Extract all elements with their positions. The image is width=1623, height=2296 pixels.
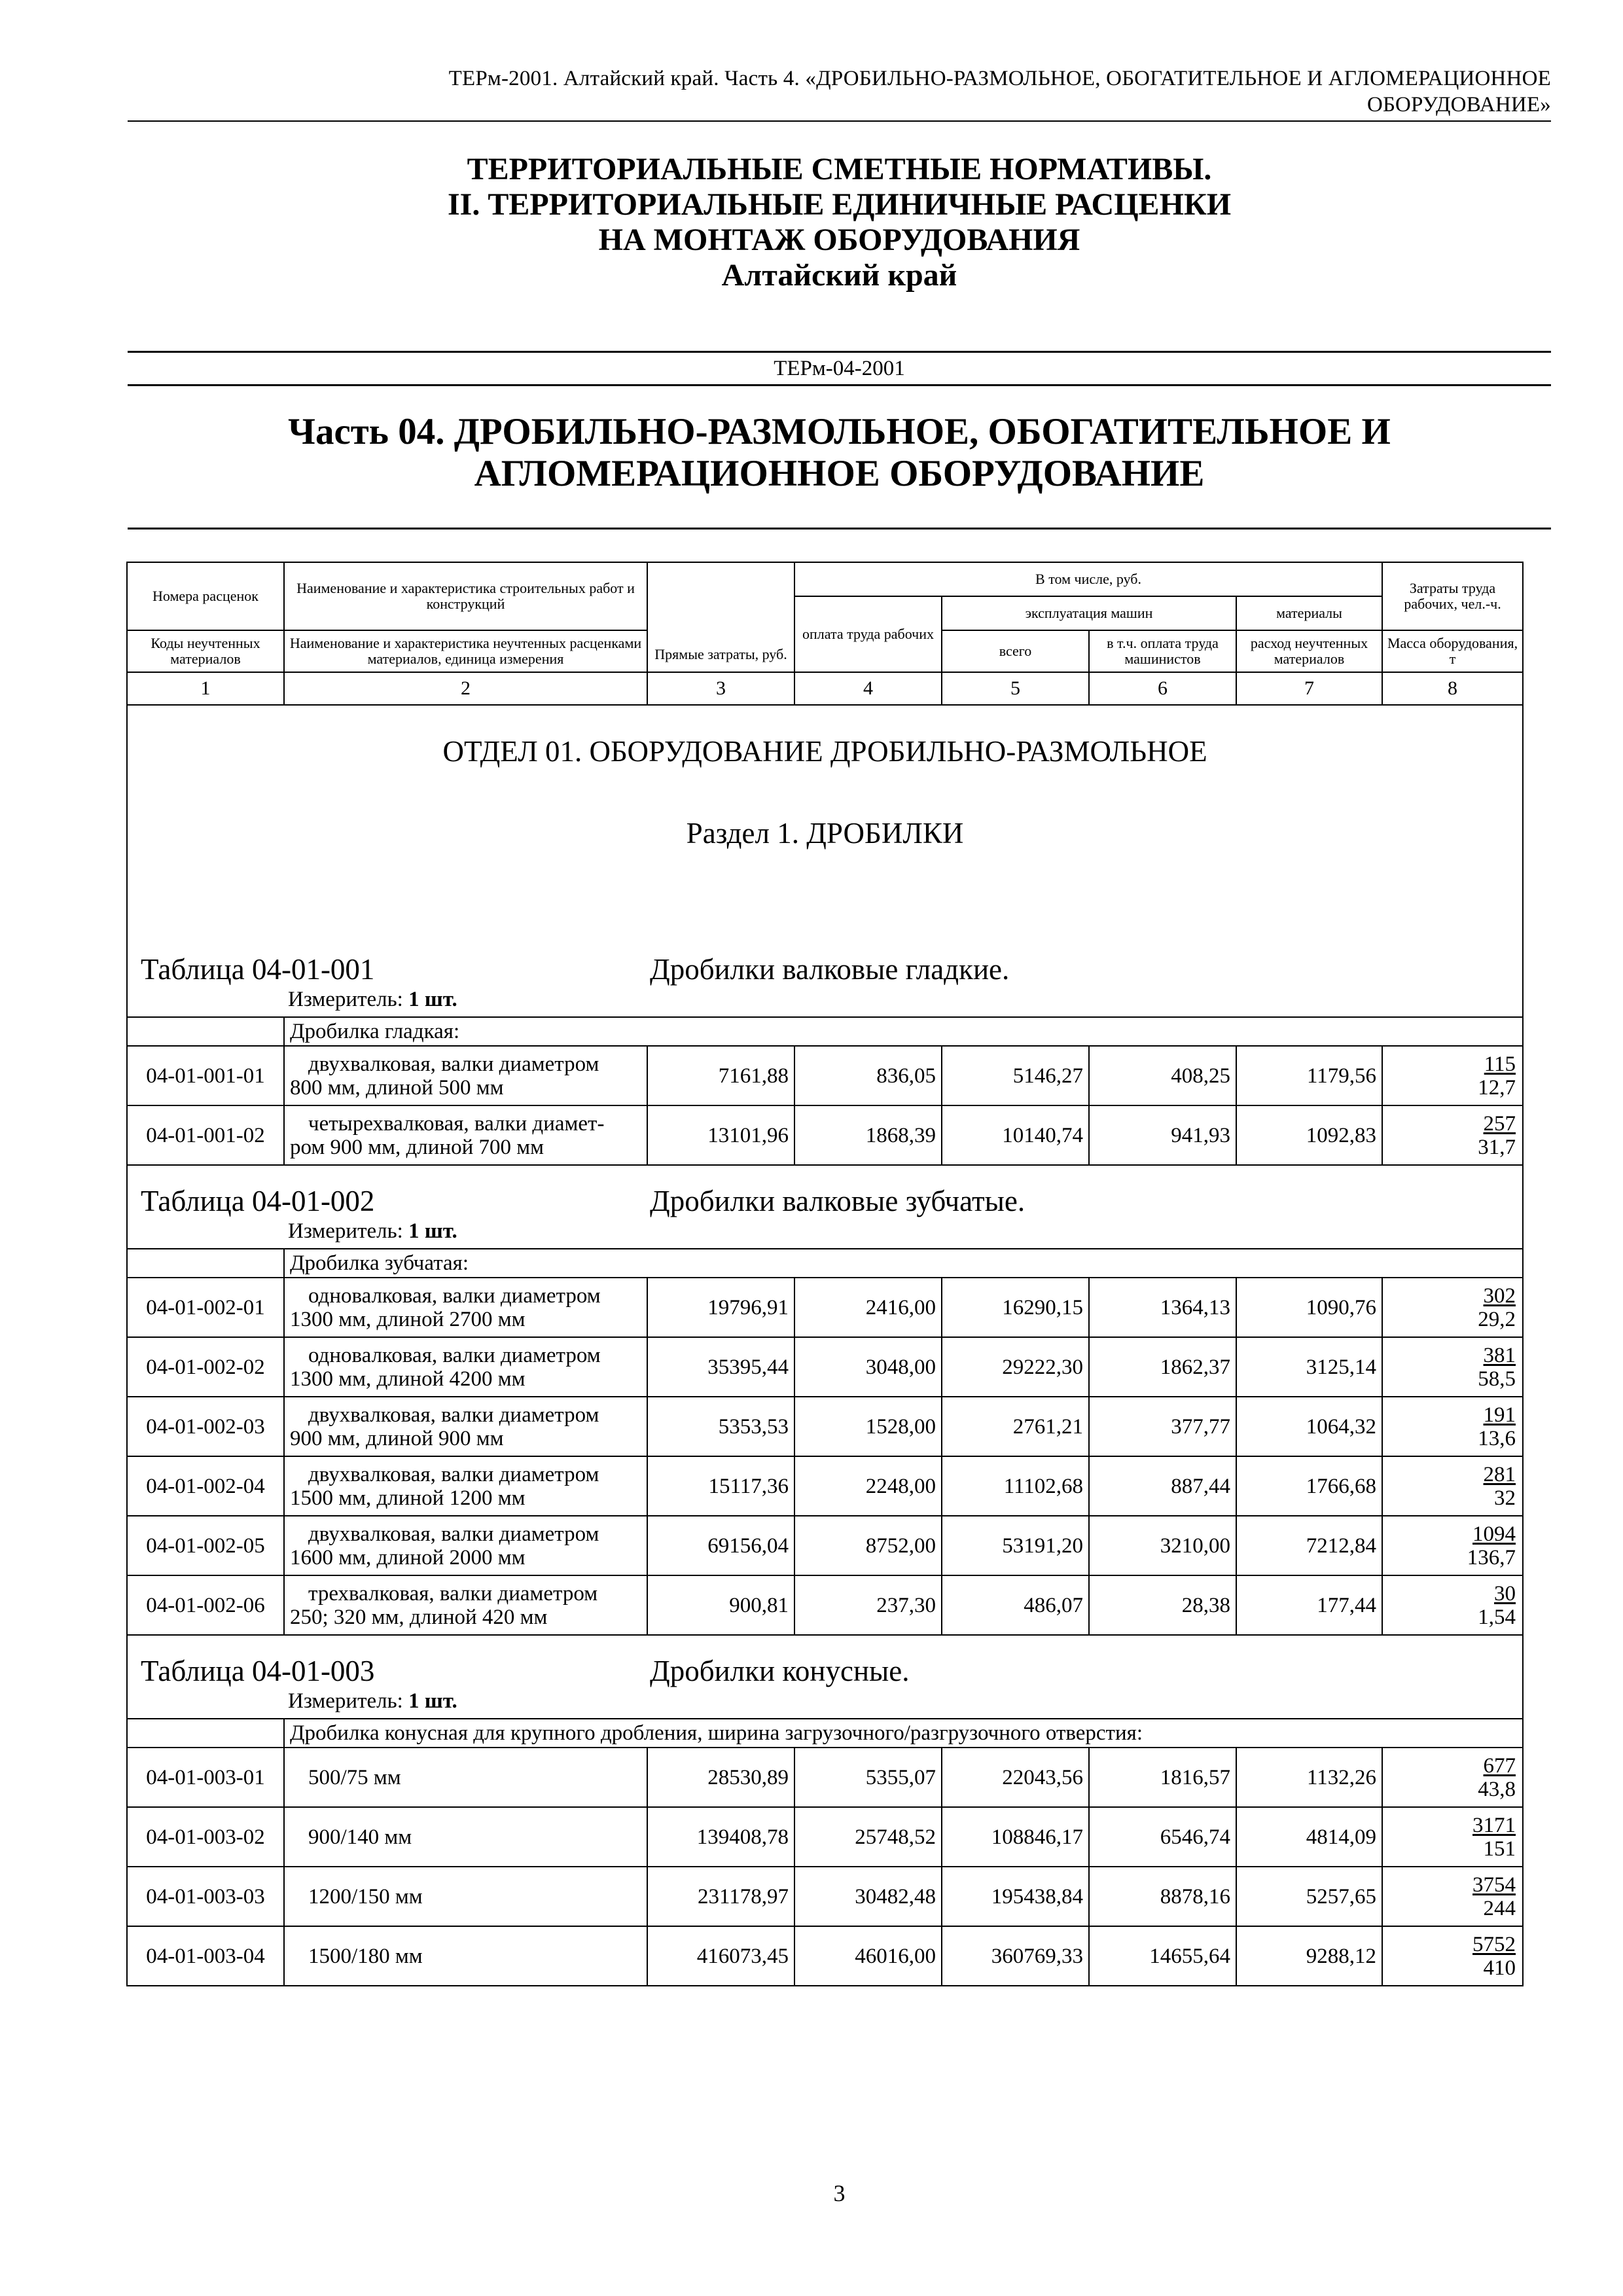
value-labor-hours: 677: [1483, 1753, 1516, 1778]
value-mass: 32: [1494, 1486, 1516, 1510]
rate-name-line1: 500/75 мм: [308, 1765, 401, 1789]
table-row: [127, 1575, 1523, 1635]
value-machinists: 28,38: [1089, 1575, 1236, 1635]
table-unit-row: [127, 986, 1523, 1017]
rate-code: 04-01-001-01: [127, 1046, 284, 1105]
labor-hours-and-mass: [1382, 1926, 1523, 1986]
value-direct: 19796,91: [647, 1278, 794, 1337]
group-row: [127, 1017, 1523, 1046]
table-unit: [127, 1688, 1523, 1719]
group-row: [127, 1719, 1523, 1748]
value-machines: 108846,17: [942, 1807, 1089, 1867]
value-direct: 139408,78: [647, 1807, 794, 1867]
part-title-line2: АГЛОМЕРАЦИОННОЕ ОБОРУДОВАНИЕ: [474, 453, 1205, 494]
value-labor-hours: 281: [1483, 1462, 1516, 1486]
rate-name: [284, 1337, 647, 1397]
value-materials: 5257,65: [1236, 1867, 1382, 1926]
value-labor-hours: 1094: [1472, 1522, 1516, 1546]
value-machines: 10140,74: [942, 1105, 1089, 1165]
header-machinist-pay: в т.ч. оплата труда машинистов: [1089, 630, 1236, 672]
value-direct: 13101,96: [647, 1105, 794, 1165]
value-labor-hours: 257: [1483, 1111, 1516, 1136]
value-labor-hours: 381: [1483, 1343, 1516, 1367]
value-machines: 16290,15: [942, 1278, 1089, 1337]
value-labor: 8752,00: [794, 1516, 942, 1575]
value-labor-hours: 115: [1484, 1052, 1516, 1076]
labor-hours-and-mass: [1382, 1748, 1523, 1807]
value-materials: 1092,83: [1236, 1105, 1382, 1165]
labor-hours-and-mass: [1382, 1575, 1523, 1635]
value-machines: 195438,84: [942, 1867, 1089, 1926]
value-direct: 69156,04: [647, 1516, 794, 1575]
value-labor-hours: 3754: [1472, 1873, 1516, 1897]
value-mass: 29,2: [1478, 1307, 1516, 1331]
rate-name-line1: 900/140 мм: [308, 1825, 412, 1849]
rate-name-line2: 1300 мм, длиной 4200 мм: [290, 1367, 526, 1391]
column-numbers-row: [127, 672, 1523, 705]
value-materials: 1179,56: [1236, 1046, 1382, 1105]
rate-name-line1: двухвалковая, валки диаметром: [308, 1462, 599, 1486]
unit-label: Измеритель:: [288, 988, 403, 1011]
group-code-cell: [127, 1017, 284, 1046]
value-machinists: 14655,64: [1089, 1926, 1236, 1986]
value-labor-hours: 191: [1483, 1403, 1516, 1427]
labor-hours-and-mass: [1382, 1278, 1523, 1337]
value-direct: 231178,97: [647, 1867, 794, 1926]
running-header-line2: ОБОРУДОВАНИЕ»: [1367, 93, 1551, 117]
document-code: ТЕРм-04-2001: [128, 351, 1551, 386]
value-labor: 46016,00: [794, 1926, 942, 1986]
unit-label: Измеритель:: [288, 1219, 403, 1243]
column-number: 6: [1089, 672, 1236, 705]
value-labor: 2248,00: [794, 1456, 942, 1516]
value-labor: 3048,00: [794, 1337, 942, 1397]
part-title-line1: Часть 04. ДРОБИЛЬНО-РАЗМОЛЬНОЕ, ОБОГАТИТЕЛЬНОЕ И: [288, 411, 1391, 452]
value-mass: 136,7: [1467, 1545, 1516, 1570]
value-labor-hours: 3171: [1472, 1813, 1516, 1837]
table-row: [127, 1456, 1523, 1516]
table-row: [127, 1105, 1523, 1165]
unit-label: Измеритель:: [288, 1689, 403, 1713]
value-labor-hours: 30: [1494, 1581, 1516, 1605]
value-labor: 237,30: [794, 1575, 942, 1635]
header-labor-pay: оплата труда рабочих: [794, 596, 942, 672]
rate-name: [284, 1867, 647, 1926]
value-machines: 486,07: [942, 1575, 1089, 1635]
header-materials: материалы: [1236, 596, 1382, 630]
table-row: [127, 1278, 1523, 1337]
column-number: 5: [942, 672, 1089, 705]
value-materials: 1132,26: [1236, 1748, 1382, 1807]
value-labor-hours: 302: [1483, 1283, 1516, 1308]
table-row: [127, 1867, 1523, 1926]
table-number: Таблица 04-01-003: [141, 1655, 375, 1687]
value-materials: 1090,76: [1236, 1278, 1382, 1337]
value-machines: 22043,56: [942, 1748, 1089, 1807]
value-machinists: 1816,57: [1089, 1748, 1236, 1807]
table-row: [127, 1748, 1523, 1807]
value-materials: 3125,14: [1236, 1337, 1382, 1397]
title-line2: II. ТЕРРИТОРИАЛЬНЫЕ ЕДИНИЧНЫЕ РАСЦЕНКИ: [447, 187, 1232, 222]
value-mass: 12,7: [1478, 1075, 1516, 1100]
value-materials: 1766,68: [1236, 1456, 1382, 1516]
rate-name-line2: 250; 320 мм, длиной 420 мм: [290, 1605, 548, 1629]
unit-value: 1 шт.: [408, 988, 457, 1011]
title-line4: Алтайский край: [721, 258, 957, 293]
part-title: [128, 411, 1551, 495]
rate-code: 04-01-001-02: [127, 1105, 284, 1165]
rate-name-line1: двухвалковая, валки диаметром: [308, 1403, 599, 1427]
column-number: 8: [1382, 672, 1523, 705]
column-number: 4: [794, 672, 942, 705]
value-machines: 11102,68: [942, 1456, 1089, 1516]
value-mass: 31,7: [1478, 1135, 1516, 1159]
running-header-line1: ТЕРм-2001. Алтайский край. Часть 4. «ДРОБИЛЬНО-РАЗМОЛЬНОЕ, ОБОГАТИТЕЛЬНОЕ И АГЛОМЕРАЦИОННОЕ: [448, 67, 1551, 90]
rate-code: 04-01-002-06: [127, 1575, 284, 1635]
value-direct: 5353,53: [647, 1397, 794, 1456]
table-row: [127, 1516, 1523, 1575]
rate-name: [284, 1278, 647, 1337]
value-materials: 7212,84: [1236, 1516, 1382, 1575]
value-mass: 43,8: [1478, 1777, 1516, 1801]
value-labor: 1528,00: [794, 1397, 942, 1456]
value-labor: 5355,07: [794, 1748, 942, 1807]
header-rate-numbers: Номера расценок: [127, 562, 284, 630]
rate-name-line1: одновалковая, валки диаметром: [308, 1283, 601, 1308]
title-line1: ТЕРРИТОРИАЛЬНЫЕ СМЕТНЫЕ НОРМАТИВЫ.: [467, 152, 1212, 187]
rate-name: [284, 1926, 647, 1986]
rate-name-line1: 1200/150 мм: [308, 1884, 423, 1909]
table-title: [127, 934, 1523, 986]
labor-hours-and-mass: [1382, 1337, 1523, 1397]
header-labor-costs: Затраты труда рабочих, чел.-ч.: [1382, 562, 1523, 630]
rate-name-line2: 900 мм, длиной 900 мм: [290, 1426, 504, 1450]
value-labor: 836,05: [794, 1046, 942, 1105]
rate-name-line1: двухвалковая, валки диаметром: [308, 1522, 599, 1546]
part-rule: [128, 528, 1551, 529]
rate-code: 04-01-003-02: [127, 1807, 284, 1867]
table-title-row: [127, 934, 1523, 986]
value-labor: 1868,39: [794, 1105, 942, 1165]
running-header: [128, 65, 1551, 118]
group-label: Дробилка конусная для крупного дробления, ширина загрузочного/разгрузочного отверстия:: [284, 1719, 1523, 1748]
table-unit-row: [127, 1218, 1523, 1249]
value-machines: 5146,27: [942, 1046, 1089, 1105]
rate-name-line1: одновалковая, валки диаметром: [308, 1343, 601, 1367]
rate-code: 04-01-003-04: [127, 1926, 284, 1986]
table-name: Дробилки конусные.: [650, 1655, 910, 1687]
group-row: [127, 1249, 1523, 1278]
rates-table: [126, 562, 1524, 1986]
value-machinists: 6546,74: [1089, 1807, 1236, 1867]
column-number: 7: [1236, 672, 1382, 705]
labor-hours-and-mass: [1382, 1105, 1523, 1165]
rate-name: [284, 1046, 647, 1105]
header-direct-costs: Прямые затраты, руб.: [647, 562, 794, 672]
labor-hours-and-mass: [1382, 1867, 1523, 1926]
rate-name-line2: 1300 мм, длиной 2700 мм: [290, 1307, 526, 1331]
rate-code: 04-01-002-04: [127, 1456, 284, 1516]
rate-name-line1: 1500/180 мм: [308, 1944, 423, 1968]
value-materials: 4814,09: [1236, 1807, 1382, 1867]
rate-name: [284, 1397, 647, 1456]
group-label: Дробилка зубчатая:: [284, 1249, 1523, 1278]
table-title: [127, 1165, 1523, 1218]
header-unaccounted-materials: расход неучтенных материалов: [1236, 630, 1382, 672]
table-title-row: [127, 1165, 1523, 1218]
rate-name-line1: трехвалковая, валки диаметром: [308, 1581, 598, 1605]
table-row: [127, 1926, 1523, 1986]
header-material-codes: Коды неучтенных материалов: [127, 630, 284, 672]
value-direct: 416073,45: [647, 1926, 794, 1986]
value-mass: 1,54: [1478, 1605, 1516, 1629]
unit-value: 1 шт.: [408, 1689, 457, 1713]
title-line3: НА МОНТАЖ ОБОРУДОВАНИЯ: [598, 223, 1080, 257]
table-unit: [127, 1218, 1523, 1249]
value-machines: 29222,30: [942, 1337, 1089, 1397]
table-number: Таблица 04-01-001: [141, 953, 375, 986]
table-name: Дробилки валковые гладкие.: [650, 953, 1010, 986]
labor-hours-and-mass: [1382, 1516, 1523, 1575]
labor-hours-and-mass: [1382, 1397, 1523, 1456]
column-number: 3: [647, 672, 794, 705]
table-name: Дробилки валковые зубчатые.: [650, 1185, 1026, 1217]
value-machinists: 3210,00: [1089, 1516, 1236, 1575]
header-rule: [128, 120, 1551, 122]
value-machinists: 377,77: [1089, 1397, 1236, 1456]
rate-name-line2: ром 900 мм, длиной 700 мм: [290, 1135, 544, 1159]
table-header: [127, 562, 1523, 705]
labor-hours-and-mass: [1382, 1456, 1523, 1516]
razdel-title: Раздел 1. ДРОБИЛКИ: [127, 816, 1523, 934]
department-title: ОТДЕЛ 01. ОБОРУДОВАНИЕ ДРОБИЛЬНО-РАЗМОЛЬНОЕ: [127, 705, 1523, 816]
group-code-cell: [127, 1249, 284, 1278]
value-machinists: 1862,37: [1089, 1337, 1236, 1397]
value-direct: 7161,88: [647, 1046, 794, 1105]
table-title-row: [127, 1635, 1523, 1688]
rate-name: [284, 1516, 647, 1575]
labor-hours-and-mass: [1382, 1807, 1523, 1867]
value-labor: 2416,00: [794, 1278, 942, 1337]
rate-code: 04-01-003-03: [127, 1867, 284, 1926]
rate-name-line1: четырехвалковая, валки диамет-: [308, 1111, 605, 1136]
group-code-cell: [127, 1719, 284, 1748]
rate-code: 04-01-002-05: [127, 1516, 284, 1575]
table-unit: [127, 986, 1523, 1017]
value-direct: 28530,89: [647, 1748, 794, 1807]
header-equipment-mass: Масса оборудования, т: [1382, 630, 1523, 672]
rate-name: [284, 1456, 647, 1516]
value-machinists: 1364,13: [1089, 1278, 1236, 1337]
value-labor-hours: 5752: [1472, 1932, 1516, 1956]
value-mass: 58,5: [1478, 1367, 1516, 1391]
rate-name: [284, 1748, 647, 1807]
rate-name-line2: 1600 мм, длиной 2000 мм: [290, 1545, 526, 1570]
value-machines: 360769,33: [942, 1926, 1089, 1986]
document-title: [128, 152, 1551, 293]
rate-name-line2: 800 мм, длиной 500 мм: [290, 1075, 504, 1100]
value-direct: 15117,36: [647, 1456, 794, 1516]
value-materials: 9288,12: [1236, 1926, 1382, 1986]
table-row: [127, 1046, 1523, 1105]
value-mass: 13,6: [1478, 1426, 1516, 1450]
header-work-name: Наименование и характеристика строительных работ и конструкций: [284, 562, 647, 630]
table-number: Таблица 04-01-002: [141, 1185, 375, 1217]
column-number: 1: [127, 672, 284, 705]
value-materials: 177,44: [1236, 1575, 1382, 1635]
rate-code: 04-01-002-03: [127, 1397, 284, 1456]
header-material-name: Наименование и характеристика неучтенных расценками материалов, единица измерения: [284, 630, 647, 672]
table-row: [127, 1337, 1523, 1397]
value-labor: 25748,52: [794, 1807, 942, 1867]
unit-value: 1 шт.: [408, 1219, 457, 1243]
rate-code: 04-01-002-01: [127, 1278, 284, 1337]
rate-code: 04-01-002-02: [127, 1337, 284, 1397]
table-body: [127, 705, 1523, 1986]
value-materials: 1064,32: [1236, 1397, 1382, 1456]
table-unit-row: [127, 1688, 1523, 1719]
rate-name-line2: 1500 мм, длиной 1200 мм: [290, 1486, 526, 1510]
value-mass: 151: [1483, 1837, 1516, 1861]
rate-name-line1: двухвалковая, валки диаметром: [308, 1052, 599, 1076]
value-mass: 244: [1483, 1896, 1516, 1920]
value-mass: 410: [1483, 1956, 1516, 1980]
header-including: В том числе, руб.: [794, 562, 1382, 596]
value-machines: 53191,20: [942, 1516, 1089, 1575]
rate-code: 04-01-003-01: [127, 1748, 284, 1807]
labor-hours-and-mass: [1382, 1046, 1523, 1105]
rate-name: [284, 1807, 647, 1867]
value-machinists: 941,93: [1089, 1105, 1236, 1165]
table-row: [127, 1807, 1523, 1867]
group-label: Дробилка гладкая:: [284, 1017, 1523, 1046]
value-direct: 35395,44: [647, 1337, 794, 1397]
rate-name: [284, 1575, 647, 1635]
page-number: 3: [833, 2180, 846, 2206]
table-title: [127, 1635, 1523, 1688]
value-direct: 900,81: [647, 1575, 794, 1635]
value-labor: 30482,48: [794, 1867, 942, 1926]
value-machines: 2761,21: [942, 1397, 1089, 1456]
column-number: 2: [284, 672, 647, 705]
value-machinists: 408,25: [1089, 1046, 1236, 1105]
rate-name: [284, 1105, 647, 1165]
header-machine-operation: эксплуатация машин: [942, 596, 1236, 630]
table-row: [127, 1397, 1523, 1456]
header-machine-total: всего: [942, 630, 1089, 672]
value-machinists: 8878,16: [1089, 1867, 1236, 1926]
value-machinists: 887,44: [1089, 1456, 1236, 1516]
